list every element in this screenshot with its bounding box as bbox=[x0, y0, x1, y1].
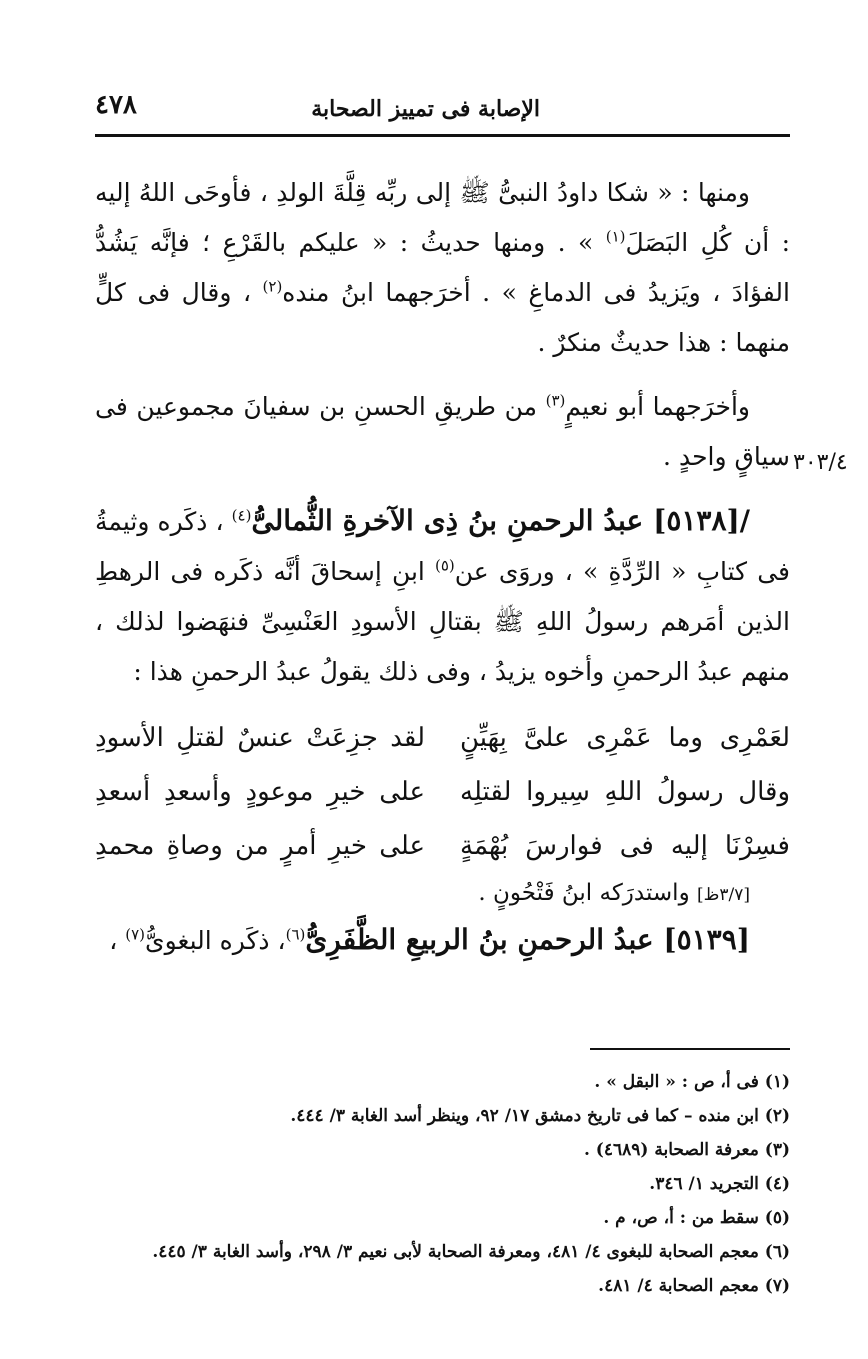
footnote: (٤) التجريد ١/ ٣٤٦. bbox=[649, 1174, 790, 1194]
text-run: ، ذكَره وثيمةُ فى كتابِ « الرِّدَّةِ » ، وروَى عن bbox=[95, 507, 790, 586]
margin-reference: ٣٠٣/٤ bbox=[793, 450, 848, 475]
main-text bbox=[95, 168, 790, 966]
footnote: (٦) معجم الصحابة للبغوى ٤/ ٤٨١، ومعرفة الصحابة لأبى نعيم ٣/ ٢٩٨، وأسد الغابة ٣/ ٤٤٥. bbox=[152, 1242, 790, 1262]
running-title: الإصابة فى تمييز الصحابة bbox=[311, 96, 540, 122]
footnote: (٧) معجم الصحابة ٤/ ٤٨١. bbox=[598, 1276, 790, 1296]
paragraph bbox=[95, 382, 790, 482]
footnote-marker: (١) bbox=[605, 227, 626, 246]
text-run: ، bbox=[109, 926, 126, 955]
text-run: ، وقال فى كلٍّ منهما : هذا حديثٌ منكرٌ . bbox=[95, 278, 790, 357]
text-run: واستدرَكه ابنُ فَتْحُونٍ . bbox=[478, 880, 697, 906]
page-header bbox=[95, 90, 790, 137]
footnote-marker: (٤) bbox=[231, 506, 252, 525]
manuscript-folio: [٣/٧ظ] bbox=[697, 885, 750, 905]
text-run: ابنِ إسحاقَ أنَّه ذكَره فى الرهطِ الذين أمَرهم رسولُ اللهِ ﷺ بقتالِ الأسودِ العَنْسِىِّ فنهَضوا لذلك ، منهم عبدُ الرحمنِ وأخوه يزيدُ ، وفى ذلك يقولُ عبدُ الرحمنِ هذا : bbox=[95, 557, 790, 686]
verse-second-hemistich: لقد جزِعَتْ عنسٌ لقتلِ الأسودِ bbox=[95, 723, 425, 753]
footnote: (٣) معرفة الصحابة (٤٦٨٩) . bbox=[583, 1140, 790, 1160]
footnote-marker: (٣) bbox=[545, 391, 566, 410]
text-run: ، ذكَره البغوىُّ bbox=[145, 926, 286, 955]
entry-5139 bbox=[95, 915, 790, 966]
after-poem-line bbox=[95, 873, 790, 915]
entry-heading: [٥١٣٩] عبدُ الرحمنِ بنُ الربيعِ الظَّفَرِىُّ bbox=[305, 923, 750, 956]
text-run: من طريقِ الحسنِ بن سفيانَ مجموعين فى سياقٍ واحدٍ . bbox=[95, 392, 790, 471]
footnote: (٥) سقط من : أ، ص، م . bbox=[603, 1208, 790, 1228]
footnote-marker: (٦) bbox=[285, 925, 306, 944]
footnote: (٢) ابن منده – كما فى تاريخ دمشق ١٧/ ٩٢، وينظر أسد الغابة ٣/ ٤٤٤. bbox=[290, 1106, 790, 1126]
footnote-marker: (٥) bbox=[435, 556, 455, 575]
paragraph bbox=[95, 168, 790, 368]
footnote: (١) فى أ، ص : « البقل » . bbox=[594, 1072, 790, 1092]
verse-first-hemistich: فسِرْنَا إليه فى فوارسَ بُهْمَةٍ bbox=[460, 831, 790, 861]
verse-first-hemistich: لعَمْرِى وما عَمْرِى علىَّ بِهَيِّنٍ bbox=[460, 723, 790, 753]
text-run: » . ومنها حديثُ : « عليكم بالقَرْعِ ؛ فإنَّه يَشُدُّ الفؤادَ ، ويَزيدُ فى الدماغِ » . أخرَجهما ابنُ منده bbox=[95, 228, 790, 307]
footnote-divider bbox=[590, 1048, 790, 1050]
poem bbox=[95, 711, 790, 873]
footnote-marker: (٧) bbox=[125, 925, 146, 944]
poem-verse bbox=[95, 765, 790, 819]
poem-verse bbox=[95, 819, 790, 873]
verse-second-hemistich: على خيرِ أمرٍ من وصاةِ محمدِ bbox=[95, 831, 425, 861]
poem-verse bbox=[95, 711, 790, 765]
verse-second-hemistich: على خيرِ موعودٍ وأسعدِ أسعدِ bbox=[95, 777, 425, 807]
text-run: وأخرَجهما أبو نعيمٍ bbox=[565, 392, 750, 421]
verse-first-hemistich: وقال رسولُ اللهِ سِيروا لقتلِه bbox=[460, 777, 790, 807]
text-run: ومنها : « شكا داودُ النبىُّ ﷺ إلى ربِّه قِلَّةَ الولدِ ، فأوحَى اللهُ إليه : أن كُلِ البَصَلَ bbox=[95, 178, 790, 257]
entry-5138 bbox=[95, 496, 790, 697]
page-number: ٤٧٨ bbox=[95, 90, 137, 120]
entry-heading: /[٥١٣٨] عبدُ الرحمنِ بنُ ذِى الآخرةِ الثُّمالىُّ bbox=[251, 504, 750, 537]
footnotes bbox=[95, 1065, 790, 1303]
footnote-marker: (٢) bbox=[262, 277, 283, 296]
